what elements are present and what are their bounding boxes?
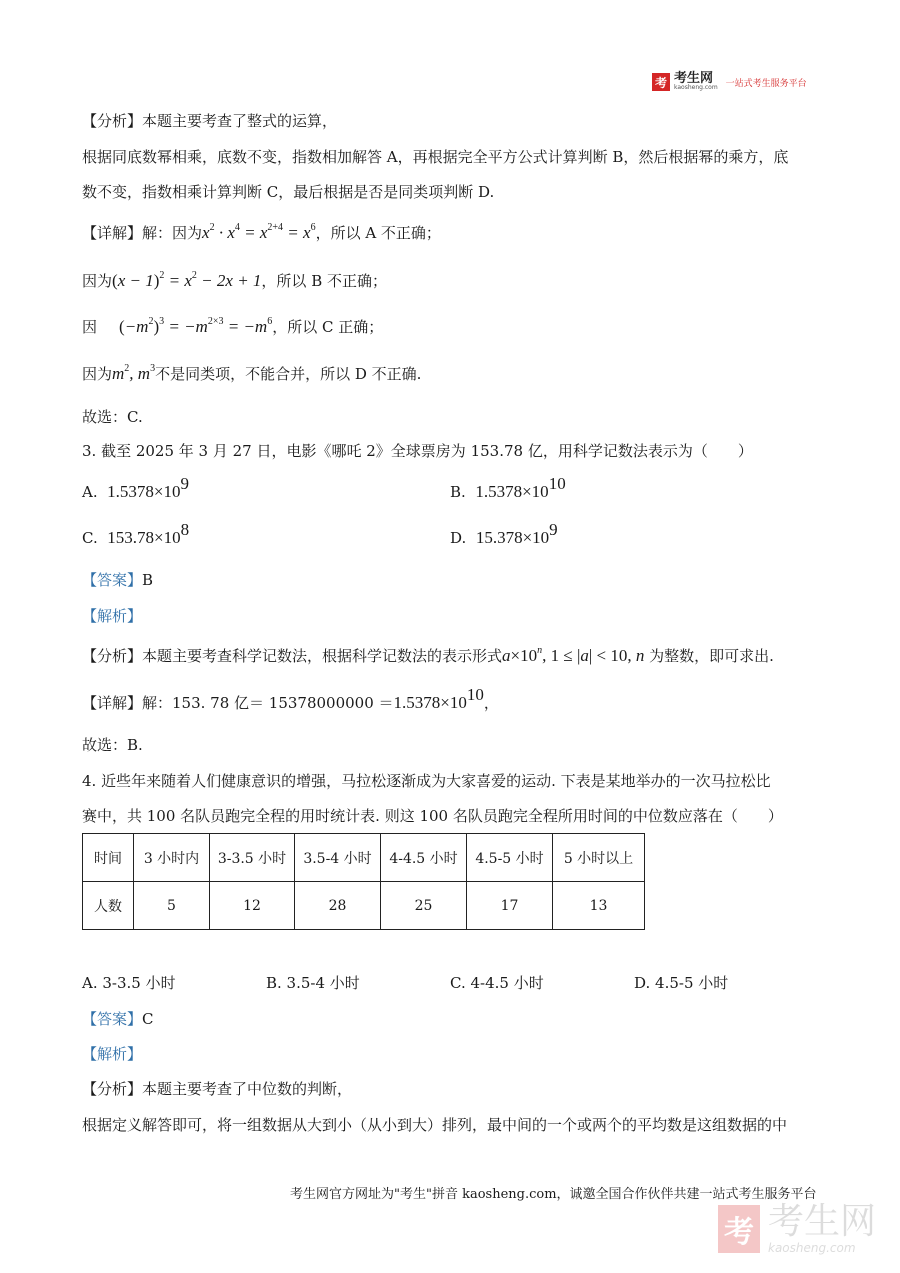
q3-analysis-prefix: 【分析】本题主要考查科学记数法，根据科学记数法的表示形式: [82, 647, 503, 665]
q3-option-a: [82, 474, 189, 502]
q3-detail-suffix: ，: [483, 694, 499, 712]
q2-analysis-line2: 数不变，指数相乘计算判断 C，最后根据是否是同类项判断 D.: [82, 183, 495, 201]
q3-option-d-mantissa: 15.378×10: [475, 528, 550, 547]
q4-analysis-line1: 根据定义解答即可，将一组数据从大到小（从小到大）排列，最中间的一个或两个的平均数是这组数据的中: [82, 1116, 788, 1134]
table-row: [83, 834, 645, 882]
q4-option-a: A. 3-3.5 小时: [82, 974, 176, 992]
q3-option-b-letter: B.: [450, 483, 466, 501]
q4-stem-line1: 4. 近些年来随着人们健康意识的增强，马拉松逐渐成为大家喜爱的运动. 下表是某地举办的一次马拉松比: [82, 772, 771, 790]
q3-detail-value: 1.5378×10: [393, 693, 467, 712]
q3-option-d: [450, 520, 558, 548]
q3-option-a-mantissa: 1.5378×10: [107, 482, 181, 501]
watermark-text: [768, 1203, 876, 1255]
q3-option-c: [82, 520, 190, 548]
q3-option-b-exp: 10: [548, 474, 566, 493]
table-row: [83, 882, 645, 930]
q2-analysis-title: 【分析】本题主要考查了整式的运算，: [82, 112, 338, 130]
q2-d-mid: 不是同类项，不能合并，所以 D 不正确.: [155, 365, 422, 383]
q4-answer: [82, 1008, 154, 1029]
logo-name: 考生网: [674, 71, 714, 86]
table-cell: 25: [381, 882, 467, 930]
table-cell: 人数: [83, 882, 134, 930]
q2-b-suffix: ，所以 B 不正确；: [261, 272, 387, 290]
q3-option-b-mantissa: 1.5378×10: [475, 482, 549, 501]
q4-stats-table: [82, 833, 645, 930]
q4-option-b: B. 3.5-4 小时: [266, 974, 360, 992]
q4-answer-value: C: [142, 1010, 154, 1028]
q3-choice: 故选：B.: [82, 736, 143, 754]
q2-choice: 故选：C.: [82, 408, 143, 426]
q4-option-d: D. 4.5-5 小时: [634, 974, 729, 992]
table-header-cell: 5 小时以上: [553, 834, 645, 882]
page-footer: 考生网官方网址为"考生"拼音 kaosheng.com，诚邀全国合作伙伴共建一站式考生服务平台: [290, 1187, 817, 1202]
q2-analysis-line1: 根据同底数幂相乘，底数不变，指数相加解答 A，再根据完全平方公式计算判断 B，然后根据幂的乘方，底: [82, 148, 789, 166]
watermark-icon: 考: [718, 1205, 760, 1253]
q3-analysis: 【分析】本题主要考查科学记数法，根据科学记数法的表示形式$a\times 10^n$, 1 ≤ |a| < 10, n 为整数，即可求出.: [82, 645, 774, 665]
q2-d-prefix: 因为: [82, 365, 113, 383]
q2-c-prefix: 因: [82, 318, 98, 336]
watermark-logo: [718, 1203, 876, 1255]
q3-detail-prefix: 【详解】解：153. 78 亿＝ 15378000000 ＝: [82, 694, 394, 712]
table-header-cell: 3.5-4 小时: [295, 834, 381, 882]
q2-detail-prefix: 【详解】解：因为: [82, 224, 203, 242]
table-header-cell: 3 小时内: [134, 834, 210, 882]
q3-option-c-mantissa: 153.78×10: [107, 528, 181, 547]
q2-detail-a: 【详解】解：因为$x^2 \cdot x^4 = x^{2+4} = x^6$，所以 A 不正确；: [82, 222, 441, 242]
table-cell: 5: [134, 882, 210, 930]
table-header-cell: 4-4.5 小时: [381, 834, 467, 882]
q3-option-a-letter: A.: [82, 483, 98, 501]
q3-analysis-suffix: 为整数，即可求出.: [649, 647, 774, 665]
q3-answer: [82, 569, 153, 590]
logo-icon: 考: [652, 73, 670, 91]
q2-b-prefix: 因为: [82, 272, 113, 290]
watermark-domain: kaosheng.com: [768, 1241, 856, 1255]
q3-option-c-letter: C.: [82, 529, 98, 547]
q2-c-suffix: ，所以 C 正确；: [272, 318, 384, 336]
q3-stem: 3. 截至 2025 年 3 月 27 日，电影《哪吒 2》全球票房为 153.78 亿，用科学记数法表示为（ ）: [82, 442, 753, 460]
logo-text: [674, 73, 718, 91]
q3-option-d-exp: 9: [549, 520, 558, 539]
q3-option-c-exp: 8: [180, 520, 190, 539]
q4-analysis-title: 【分析】本题主要考查了中位数的判断，: [82, 1080, 353, 1098]
header-logo: [652, 73, 807, 91]
q3-answer-label: 【答案】: [82, 571, 143, 589]
q3-detail: [82, 685, 499, 713]
q3-answer-value: B: [142, 571, 154, 589]
table-header-cell: 3-3.5 小时: [210, 834, 295, 882]
table-cell: 28: [295, 882, 381, 930]
table-cell: 12: [210, 882, 295, 930]
q2-detail-a-suffix: ，所以 A 不正确；: [315, 224, 441, 242]
q2-detail-b: 因为$(x - 1)^2 = x^2 - 2x + 1$，所以 B 不正确；: [82, 270, 387, 290]
table-cell: 17: [467, 882, 553, 930]
q4-jiexi-label: 【解析】: [82, 1045, 143, 1063]
table-header-cell: 4.5-5 小时: [467, 834, 553, 882]
table-cell: 13: [553, 882, 645, 930]
q3-detail-exp: 10: [466, 685, 484, 704]
q2-detail-d: 因为$m^2$, $m^3$不是同类项，不能合并，所以 D 不正确.: [82, 363, 422, 383]
q4-stem-line2: 赛中，共 100 名队员跑完全程的用时统计表. 则这 100 名队员跑完全程所用时间的中位数应落在（ ）: [82, 807, 783, 825]
q3-option-b: [450, 474, 566, 502]
q3-jiexi-label: 【解析】: [82, 607, 143, 625]
q2-detail-c: 因 $(-m^2)^3 = -m^{2\times 3} = -m^6$，所以 C 正确；: [82, 316, 384, 336]
q4-answer-label: 【答案】: [82, 1010, 143, 1028]
logo-slogan: 一站式考生服务平台: [725, 78, 807, 89]
q3-option-d-letter: D.: [450, 529, 467, 547]
logo-domain: kaosheng.com: [674, 84, 718, 91]
q3-option-a-exp: 9: [180, 474, 189, 493]
q4-option-c: C. 4-4.5 小时: [450, 974, 544, 992]
watermark-name: 考生网: [768, 1201, 877, 1242]
table-header-cell: 时间: [83, 834, 134, 882]
